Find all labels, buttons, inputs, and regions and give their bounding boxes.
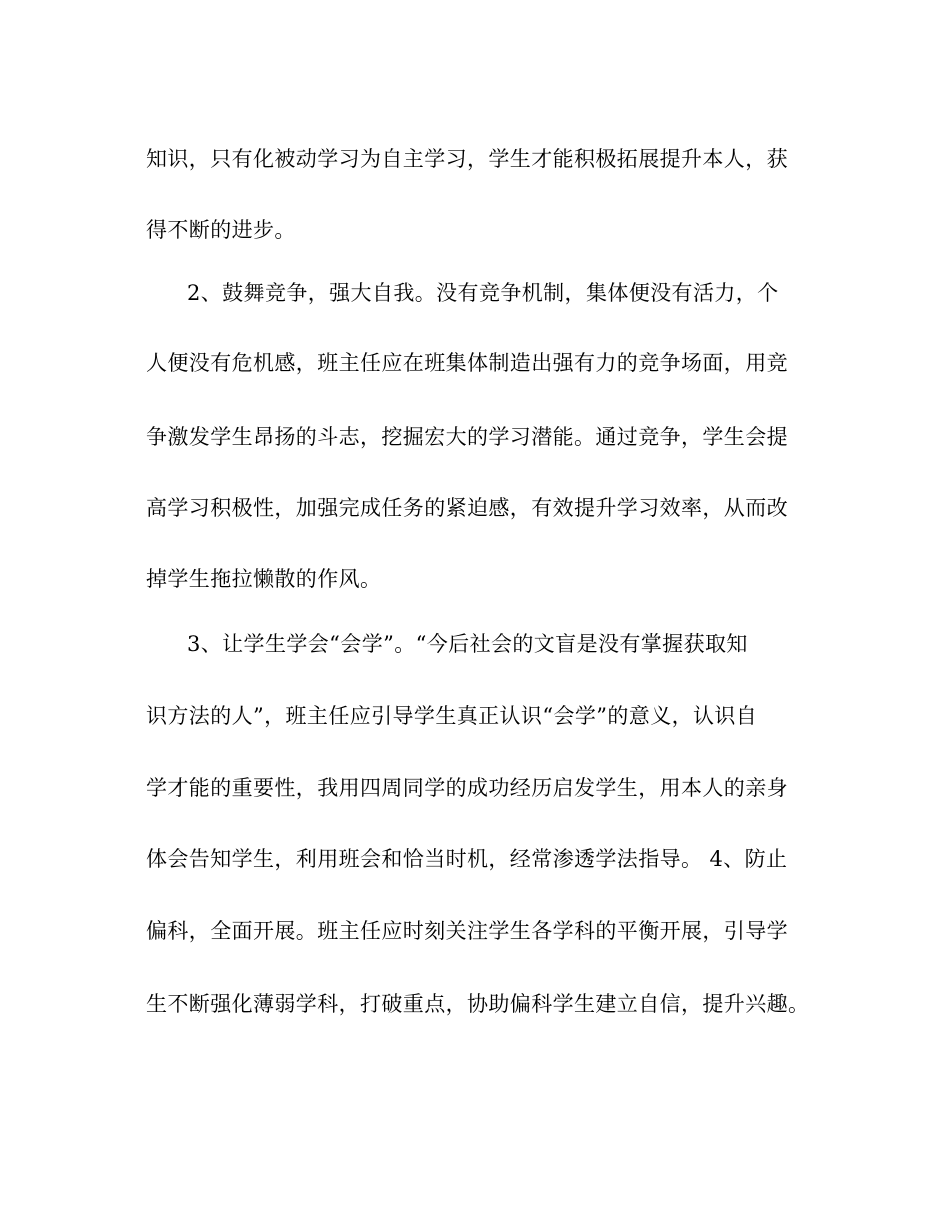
text-line: 知识，只有化被动学习为自主学习，学生才能积极拓展提升本人，获 [146,147,788,171]
text-line: 生不断强化薄弱学科，打破重点，协助偏科学生建立自信，提升兴趣。 [146,992,810,1016]
text-line: 偏科，全面开展。班主任应时刻关注学生各学科的平衡开展，引导学 [146,919,788,943]
text-line: 高学习积极性，加强完成任务的紧迫感，有效提升学习效率，从而改 [146,496,788,520]
text-line: 体会告知学生，利用班会和恰当时机，经常渗透学法指导。 4、防止 [146,847,788,871]
text-line: 得不断的进步。 [146,218,296,242]
text-line: 争激发学生昂扬的斗志，挖掘宏大的学习潜能。通过竞争，学生会提 [146,425,788,449]
text-line: 学才能的重要性，我用四周同学的成功经历启发学生，用本人的亲身 [146,776,788,800]
paragraph-3-first-line: 3、让学生学会“会学”。“今后社会的文盲是没有掌握获取知 [187,632,748,656]
text-line: 人便没有危机感，班主任应在班集体制造出强有力的竞争场面，用竞 [146,351,788,375]
text-line: 识方法的人”，班主任应引导学生真正认识“会学”的意义，认识自 [146,704,758,728]
text-line: 掉学生拖拉懒散的作风。 [146,567,382,591]
paragraph-2-first-line: 2、鼓舞竞争，强大自我。没有竞争机制，集体便没有活力，个 [187,281,779,305]
